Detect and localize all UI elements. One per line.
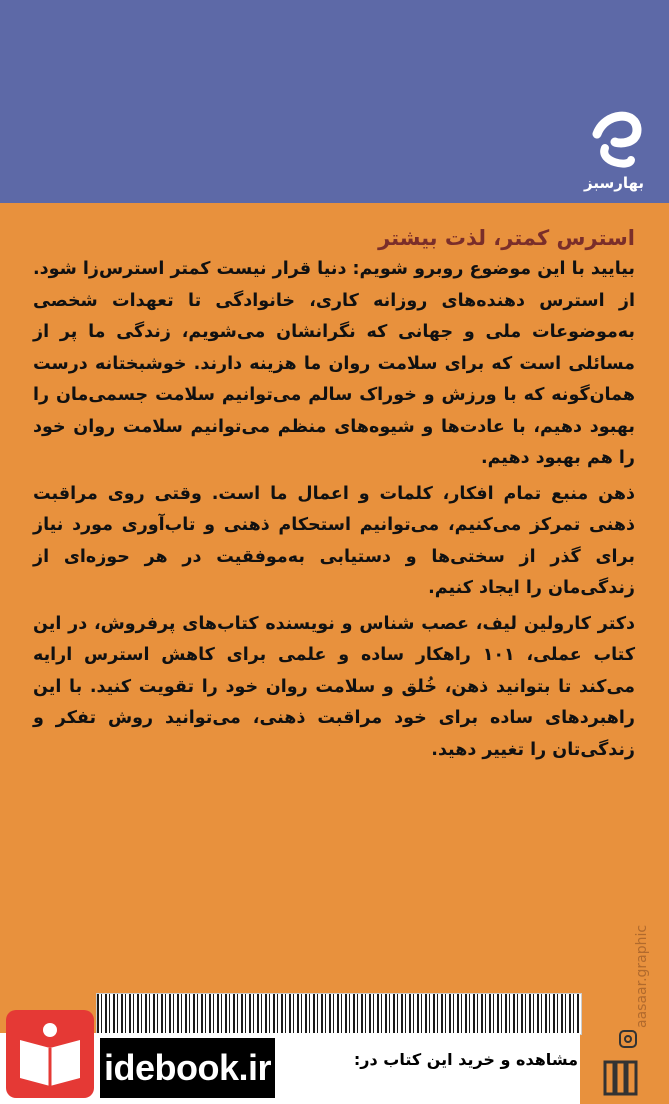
ad-text: مشاهده و خرید این کتاب در: (353, 1050, 578, 1069)
publisher-name: بهارسبز (583, 174, 644, 192)
ad-site-link[interactable]: idebook.ir (100, 1038, 275, 1098)
brand-mark-icon (603, 1058, 639, 1098)
instagram-icon (619, 1030, 637, 1048)
book-icon-graphic (6, 1010, 94, 1098)
book-subtitle: استرس کمتر، لذت بیشتر (378, 226, 635, 250)
back-cover-text (33, 226, 635, 770)
watermark-text: aasaar.graphic (634, 924, 650, 1028)
barcode (96, 993, 582, 1035)
cover-top-band (0, 0, 669, 203)
open-book-icon[interactable] (6, 1010, 94, 1098)
designer-watermark (627, 840, 655, 1030)
paragraph-2: ذهن منبع تمام افکار، کلمات و اعمال ما است. وقتی روی مراقبت ذهنی تمرکز می‌کنیم، می‌توانیم استحکام ذهنی و تاب‌آوری مورد نیاز برای گذر از سختی‌ها و دستیابی به‌موفقیت در هر حوزه‌ای از زندگی‌مان را ایجاد کنیم. (33, 483, 635, 598)
paragraph-1: بیایید با این موضوع روبرو شویم: دنیا قرار نیست کمتر استرس‌زا شود. از استرس دهنده‌های روزانه کاری، خانوادگی تا تعهدات شخصی به‌موضوعات ملی و جهانی که نگرانشان می‌شویم، زندگی ما پر از مسائلی است که برای سلامت روان ما هزینه دارند. خوشبختانه درست همان‌گونه که با ورزش و خوراک سالم می‌توانیم سلامت جسمی‌مان را بهبود دهیم، با عادت‌ها و شیوه‌های منظم می‌توانیم سلامت روان خود را هم بهبود دهیم. (33, 259, 635, 468)
paragraph-3: دکتر کارولین لیف، عصب شناس و نویسنده کتاب‌های پرفروش، در این کتاب عملی، ۱۰۱ راهکار ساده و علمی برای کاهش استرس ارایه می‌کند تا بتوانید ذهن، خُلق و سلامت روان خود را تقویت کنید. با این راهبردهای ساده برای خود مراقبت ذهنی، می‌توانید روش تفکر و زندگی‌تان را تغییر دهید. (33, 613, 635, 760)
